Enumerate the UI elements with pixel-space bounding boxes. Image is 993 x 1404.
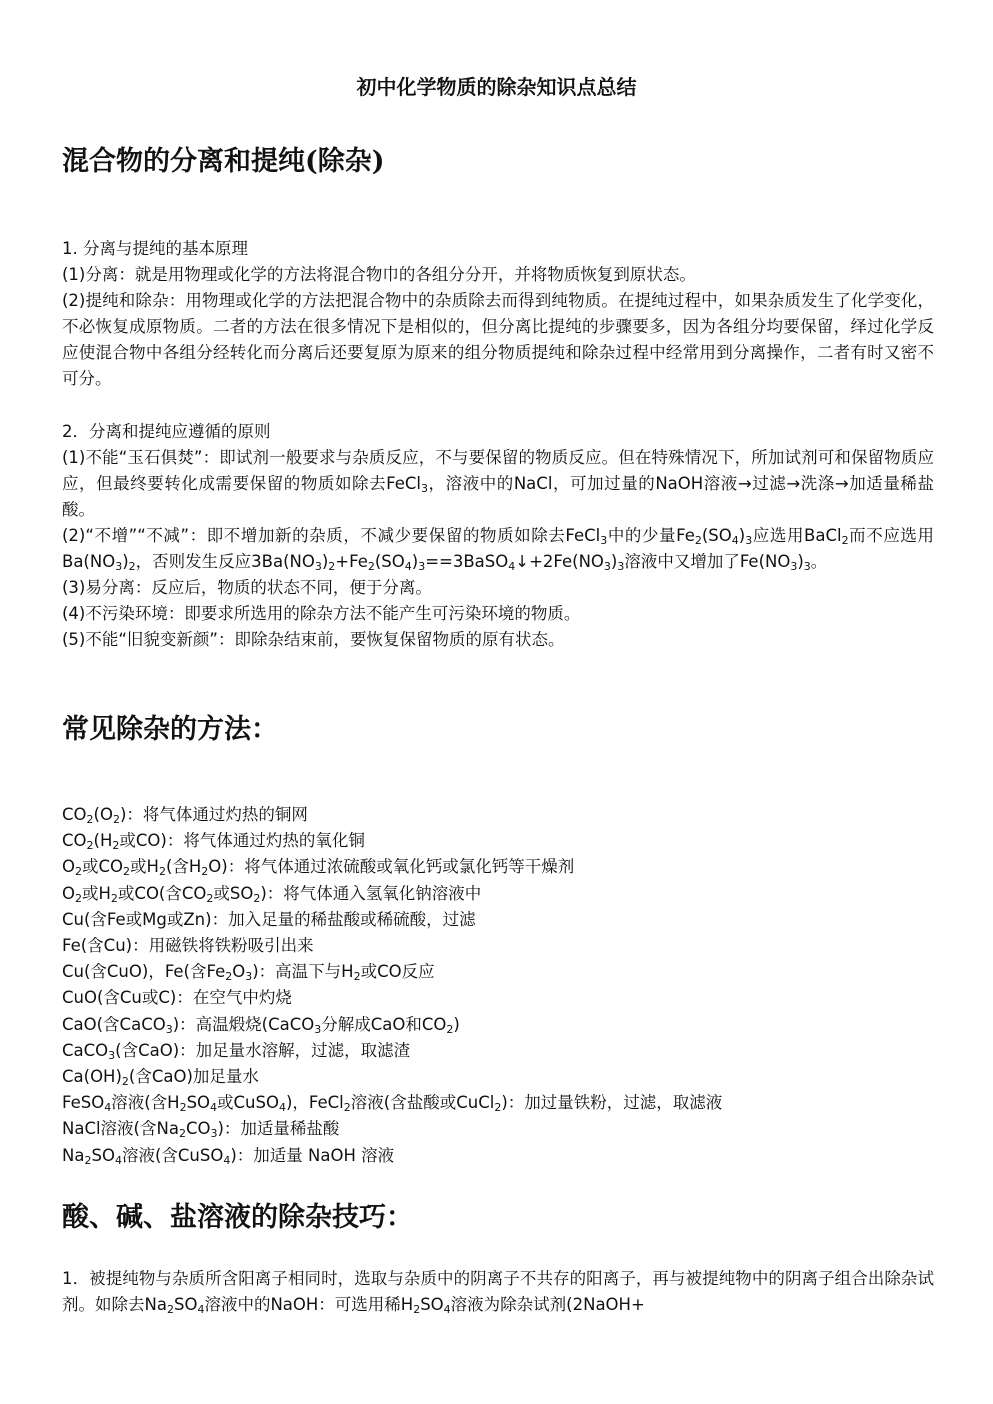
list-item: $CO_2(O_2)$：将气体通过灼热的铜网 <box>62 805 308 826</box>
section-heading-techniques: 酸、碱、盐溶液的除杂技巧： <box>62 1202 413 1233</box>
section-heading-methods: 常见除杂的方法： <box>62 714 278 745</box>
list-item: $Ca(OH)_2$(含CaO)加足量水 <box>62 1067 259 1089</box>
paragraph-rule-3: (3)易分离：反应后，物质的状态不同，便于分离。 <box>62 578 432 597</box>
paragraph-rules-title: 2．分离和提纯应遵循的原则 <box>62 422 271 441</box>
paragraph-separation-definition: (1)分离：就是用物理或化学的方法将混合物巾的各组分分开，并将物质恢复到原状态。 <box>62 265 696 284</box>
list-item: CuO(含Cu或C)：在空气中灼烧 <box>62 988 292 1008</box>
paragraph-principles-title: 1. 分离与提纯的基本原理 <box>62 239 248 258</box>
list-item: FeSO$_4$溶液(含$H_2SO_4$或CuSO$_4$)，FeCl$_2$溶液(含盐酸或CuCl$_2$)：加过量铁粉，过滤，取滤液 <box>62 1093 723 1115</box>
list-item: $O_2$或$CO_2$或$H_2$(含$H_2O$)：将气体通过浓硫酸或氧化钙或氯化钙等干燥剂 <box>62 857 575 879</box>
list-item: $O_2$或$H_2$或CO(含$CO_2$或$SO_2$)：将气体通入氢氧化钠溶液中 <box>62 883 482 905</box>
list-item: CaCO$_3$(含CaO)：加足量水溶解，过滤，取滤渣 <box>62 1040 411 1062</box>
list-item: CaO(含CaCO$_3$)：高温煅烧(CaCO$_3$分解成CaO和$CO_2$) <box>62 1014 460 1036</box>
paragraph-rule-2: (2)“不增”“不减”：即不增加新的杂质，不减少要保留的物质如除去FeCl$_3$中的少量$Fe_2(SO_4)_3$应选用BaCl$_2$而不应选用$Ba(NO_3)_2$，否则发生反应$3Ba(NO_3)_2+Fe_2(SO_4)_3==3BaSO_4↓+2Fe(NO_3)_3$溶液中又增加了$Fe(NO_3)_3$。 <box>62 526 934 573</box>
list-item: Cu(含Fe或Mg或Zn)：加入足量的稀盐酸或稀硫酸，过滤 <box>62 909 476 929</box>
list-item: $Na_2SO_4$溶液(含CuSO$_4$)：加适量 NaOH 溶液 <box>62 1145 395 1167</box>
list-item: Cu(含CuO)，Fe(含$Fe_2O_3$)：高温下与$H_2$或CO反应 <box>62 962 435 984</box>
section-heading-separation: 混合物的分离和提纯(除杂) <box>62 146 385 177</box>
principles-block <box>62 236 934 392</box>
paragraph-purification-definition: (2)提纯和除杂：用物理或化学的方法把混合物中的杂质除去而得到纯物质。在提纯过程中，如果杂质发生了化学变化，不必恢复成原物质。二者的方法在很多情况下是相似的，但分离比提纯的步骤要多，因为各组分均要保留，绎过化学反应使混合物中各组分经转化而分离后还要复原为原来的组分物质提纯和除杂过程中经常用到分离操作，二者有时又密不可分。 <box>62 291 934 388</box>
list-item: NaCl溶液(含$Na_2CO_3$)：加适量稀盐酸 <box>62 1119 340 1141</box>
list-item: Fe(含Cu)：用磁铁将铁粉吸引出来 <box>62 936 314 956</box>
paragraph-rule-5: (5)不能“旧貌变新颜”：即除杂结束前，要恢复保留物质的原有状态。 <box>62 630 565 649</box>
paragraph-technique-1: 1．被提纯物与杂质所含阳离子相同时，选取与杂质中的阴离子不共存的阳离子，再与被提纯物中的阴离子组合出除杂试剂。如除去$Na_2SO_4$溶液中的NaOH：可选用稀$H_2SO_4$溶液为除杂试剂(2NaOH+ <box>62 1269 934 1316</box>
paragraph-rule-1: (1)不能“玉石俱焚”：即试剂一般要求与杂质反应，不与要保留的物质反应。但在特殊情况下，所加试剂可和保留物质应应，但最终要转化成需要保留的物质如除去FeCl$_3$，溶液中的NaCl，可加过量的NaOH溶液→过滤→洗涤→加适量稀盐酸。 <box>62 448 934 519</box>
techniques-block <box>62 1266 934 1318</box>
rules-block <box>62 419 934 653</box>
methods-list <box>62 802 934 1169</box>
paragraph-rule-4: (4)不污染环境：即要求所选用的除杂方法不能产生可污染环境的物质。 <box>62 604 581 623</box>
list-item: $CO_2(H_2$或CO)：将气体通过灼热的氧化铜 <box>62 831 365 853</box>
document-title: 初中化学物质的除杂知识点总结 <box>356 75 637 99</box>
